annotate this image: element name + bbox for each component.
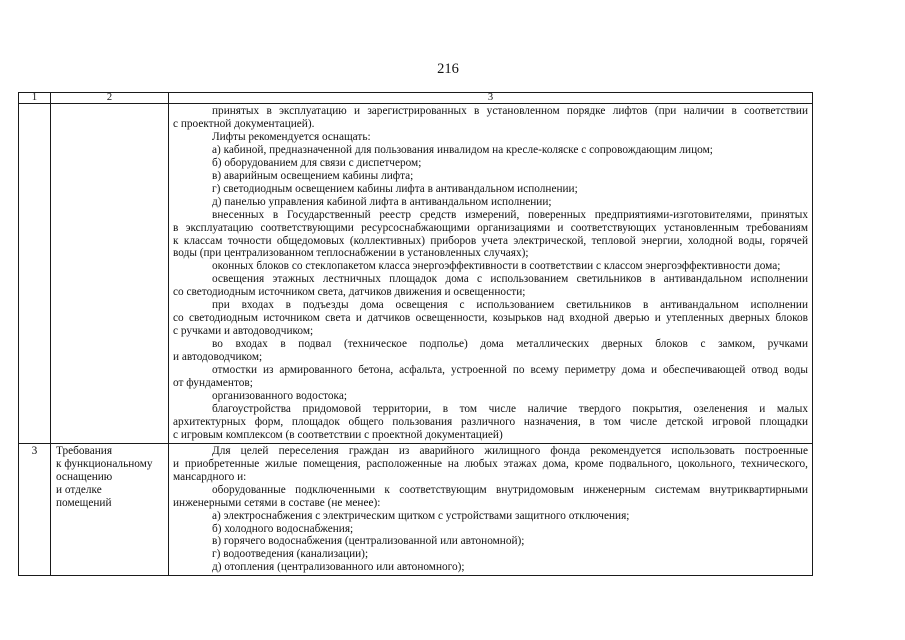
text-line: архитектурных форм, площадок общего пользования различного назначения, в том числе детской игровой площадки [173,415,808,428]
text-line: освещения этажных лестничных площадок дома с использованием светильников в антивандальном исполнении [212,273,808,286]
paragraph [173,403,808,442]
text-line: и приобретенные жилые помещения, расположенные на любых этажах дома, кроме подвального, цокольного, технического, [173,457,808,470]
paragraph [173,299,808,338]
text-line: с игровым комплексом (в соответствии с проектной документацией) [173,428,503,441]
text-line: в) аварийным освещением кабины лифта; [212,169,414,182]
paragraph [173,338,808,364]
paragraph [173,131,808,144]
text-line: Лифты рекомендуется оснащать: [212,130,371,143]
paragraph [173,548,808,561]
text-line: а) кабиной, предназначенной для пользования инвалидом на кресле-коляске с сопровождающим лицом; [212,143,713,156]
row-title-line: помещений [56,496,112,509]
text-line: отмостки из армированного бетона, асфальта, устроенной по всему периметру дома и обеспечивающей отвод воды [212,364,808,377]
paragraph [173,209,808,261]
text-line: от фундаментов; [173,377,253,390]
page-number: 216 [437,61,459,77]
column-number-1: 1 [19,93,51,104]
row-number-cell [19,104,51,444]
paragraph [173,390,808,403]
text-line: воды (при централизованном теплоснабжении в установленных случаях); [173,247,529,260]
row-title-line: Требования [56,444,113,457]
text-line: г) светодиодным освещением кабины лифта в антивандальном исполнении; [212,182,578,195]
paragraph [173,535,808,548]
row-title-line: к функциональному [56,457,153,470]
paragraph [173,561,808,574]
text-line: со светодиодным источником света, датчиков движения и освещенности; [173,286,526,299]
text-line: г) водоотведения (канализации); [212,548,369,561]
text-line: инженерными сетями в составе (не менее): [173,496,381,509]
paragraph [173,484,808,510]
text-line: б) холодного водоснабжения; [212,522,354,535]
paragraph [173,260,808,273]
table-row [19,443,813,576]
text-line: а) электроснабжения с электрическим щитком с устройствами защитного отключения; [212,509,630,522]
row-title-line: и отделке [56,483,102,496]
row-title-line: оснащению [56,470,113,483]
paragraph [173,144,808,157]
text-line: в эксплуатацию соответствующими ресурсоснабжающими организациями и соответствующих установленным требованиям [173,221,808,234]
paragraph [173,523,808,536]
paragraph [173,183,808,196]
text-line: д) панелью управления кабиной лифта в антивандальном исполнении; [212,195,552,208]
text-line: мансардного и: [173,470,247,483]
row-number-cell: 3 [19,443,51,576]
paragraph [173,170,808,183]
text-line: с ручками и автодоводчиком; [173,325,314,338]
column-number-2: 2 [51,93,169,104]
text-line: внесенных в Государственный реестр средств измерений, поверенных предприятиями-изготовителями, принятых [212,208,808,221]
column-number-3: 3 [169,93,813,104]
text-line: Для целей переселения граждан из аварийного жилищного фонда рекомендуется использовать построенные [212,444,808,457]
paragraph [173,364,808,390]
text-line: д) отопления (централизованного или автономного); [212,561,465,574]
text-line: во входах в подвал (техническое подполье) дома металлических дверных блоков с замком, ручками [212,338,808,351]
text-line: к классам точности общедомовых (коллективных) приборов учета электрической, тепловой энергии, холодной воды, горячей [173,234,808,247]
row-content-cell [169,104,813,444]
row-title-cell [51,104,169,444]
paragraph [173,445,808,484]
table-header-row [19,93,813,104]
text-line: б) оборудованием для связи с диспетчером; [212,156,422,169]
paragraph [173,273,808,299]
table-row [19,104,813,444]
text-line: организованного водостока; [212,389,348,402]
requirements-table [18,92,813,576]
text-line: благоустройства придомовой территории, в том числе наличие твердого покрытия, озеленения и малых [212,402,808,415]
text-line: оконных блоков со стеклопакетом класса энергоэффективности в соответствии с классом энергоэффективности дома; [212,260,781,273]
text-line: оборудованные подключенными к соответствующим внутридомовым инженерным системам внутриквартирными [212,483,808,496]
text-line: принятых в эксплуатацию и зарегистрированных в установленном порядке лифтов (при наличии в соответствии [212,105,808,117]
text-line: со светодиодным источником света и датчиков освещенности, козырьков над входной дверью и утепленных дверных блоков [173,312,808,325]
text-line: в) горячего водоснабжения (централизованной или автономной); [212,535,525,548]
text-line: и автодоводчиком; [173,351,263,364]
paragraph [173,157,808,170]
paragraph [173,196,808,209]
row-title-cell [51,443,169,576]
paragraph [173,105,808,131]
paragraph [173,510,808,523]
row-content-cell [169,443,813,576]
text-line: с проектной документацией). [173,117,315,130]
text-line: при входах в подъезды дома освещения с использованием светильников в антивандальном исполнении [212,299,808,312]
